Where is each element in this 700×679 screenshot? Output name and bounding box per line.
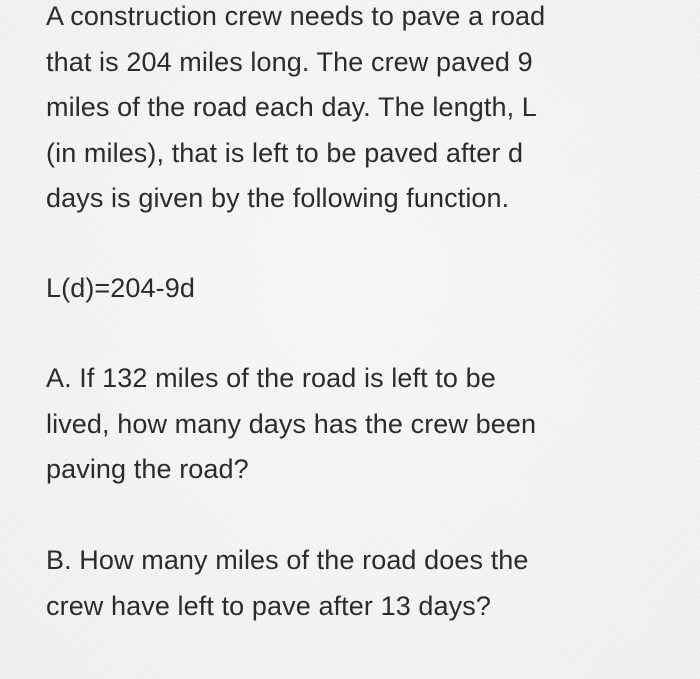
part-b-line: B. How many miles of the road does the (46, 545, 529, 575)
function-formula: L(d)=204-9d (46, 273, 195, 303)
part-a-line: A. If 132 miles of the road is left to be (46, 363, 496, 393)
intro-line: that is 204 miles long. The crew paved 9 (46, 46, 533, 77)
problem-intro (46, 0, 545, 222)
intro-line: miles of the road each day. The length, L (46, 92, 537, 122)
intro-line: (in miles), that is left to be paved after d (46, 137, 524, 168)
part-a-line: lived, how many days has the crew been (46, 408, 537, 439)
intro-line: A construction crew needs to pave a road (46, 1, 546, 31)
question-part-a (46, 356, 536, 493)
part-b-line: crew have left to pave after 13 days? (46, 590, 491, 621)
question-part-b (46, 538, 529, 629)
part-a-line: paving the road? (46, 454, 249, 484)
intro-line: days is given by the following function. (46, 183, 510, 213)
